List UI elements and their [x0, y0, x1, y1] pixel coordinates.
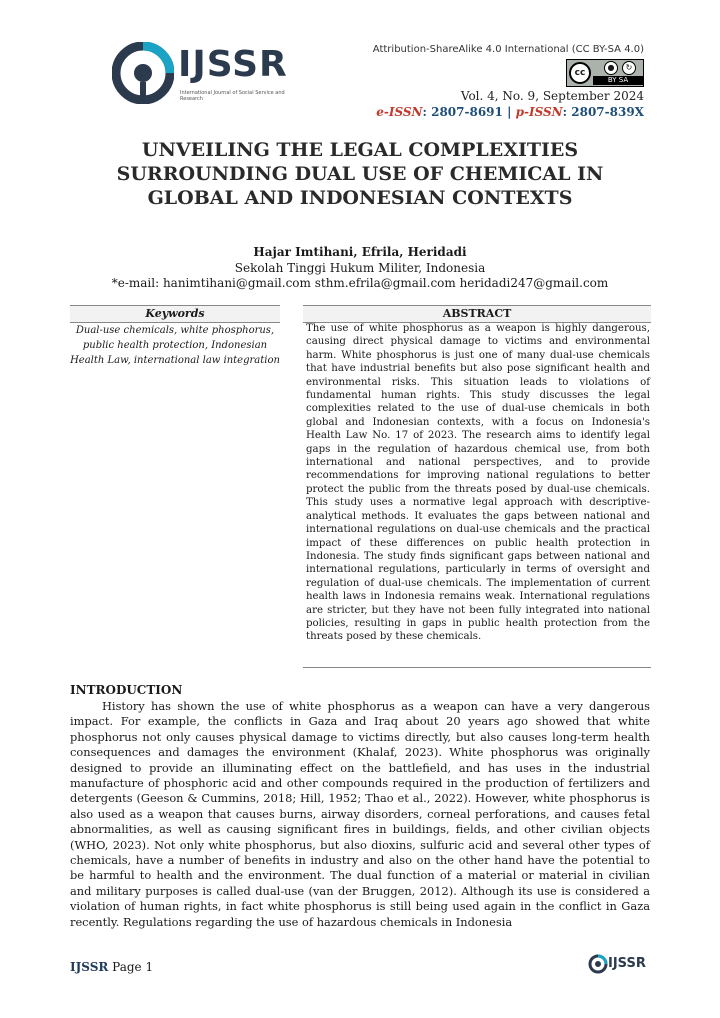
- keywords-heading: Keywords: [70, 305, 280, 323]
- attribution-icon: ●: [604, 61, 618, 75]
- paper-affiliation: Sekolah Tinggi Hukum Militer, Indonesia: [234, 261, 486, 275]
- volume-info: Vol. 4, No. 9, September 2024: [460, 89, 644, 103]
- paper-title: UNVEILING THE LEGAL COMPLEXITIES SURROUNDING DUAL USE OF CHEMICAL IN GLOBAL AND INDONESIAN CONTEXTS: [116, 139, 604, 209]
- abstract-divider: [303, 667, 651, 668]
- cc-license-badge[interactable]: [566, 59, 644, 87]
- ijssr-footer-logo-icon: [588, 954, 608, 974]
- cc-strip-label: BY SA: [593, 76, 643, 85]
- by-sa-icons: [597, 61, 643, 75]
- page-footer: [70, 960, 153, 974]
- abstract-text: The use of white phosphorus as a weapon is highly dangerous, causing direct physical damage to victims and environmental harm. White phosphorus is just one of many dual-use chemicals that have industrial benefits but also pose significant health and environmental risks. This situation leads to violations of fundamental human rights. This study discusses the legal complexities related to the use of dual-use chemicals in both global and Indonesian contexts, with a focus on Indonesia's Health Law No. 17 of 2023. The research aims to identify legal gaps in the regulation of hazardous chemical use, from both international and national perspectives, and to provide recommendations for improving national regulations to better protect the public from the threats posed by dual-use chemicals. This study uses a normative legal approach with descriptive-analytical methods. It evaluates the gaps between national and international regulations on dual-use chemicals and the practical impact of these differences on public health protection in Indonesia. The study finds significant gaps between national and international regulations, particularly in terms of oversight and regulation of dual-use chemicals. The implementation of current health laws in Indonesia remains weak. International regulations are stricter, but they have not been fully integrated into national policies, resulting in gaps in public health protection from the threats posed by these chemicals.: [306, 323, 650, 643]
- journal-logo: [112, 38, 302, 108]
- logo-subtitle: International Journal of Social Service and Research: [180, 90, 285, 102]
- issn-line: [376, 105, 644, 119]
- introduction-text: History has shown the use of white phosphorus as a weapon can have a very dangerous impact. For example, the conflicts in Gaza and Iraq about 20 years ago showed that white phosphorus not only causes physical damage to victims directly, but also causes long-term health consequences and damages the environment (Khalaf, 2023). White phosphorus was originally designed to provide an illuminating effect on the battlefield, and has uses in the industrial manufacture of phosphoric acid and other compounds required in the production of fertilizers and detergents (Geeson & Cummins, 2018; Hill, 1952; Thao et al., 2022). However, white phosphorus is also used as a weapon that causes burns, airway disorders, corneal perforations, and causes fetal abnormalities, as well as causing significant fires in buildings, fields, and other civilian objects (WHO, 2023). Not only white phosphorus, but also dioxins, sulfuric acid and several other types of chemicals, have a number of benefits in industry and also on the other hand have the potential to be harmful to health and the environment. The dual function of a material or material in civilian and military purposes is called dual-use (van der Bruggen, 2012). Although its use is considered a violation of human rights, in fact white phosphorus is still being used again in the conflict in Gaza recently. Regulations regarding the use of hazardous chemicals in Indonesia: [70, 699, 650, 929]
- paper-emails: *e-mail: hanimtihani@gmail.com sthm.efrila@gmail.com heridadi247@gmail.com: [111, 276, 609, 290]
- footer-logo: [588, 954, 652, 976]
- logo-text: IJSSR: [178, 44, 288, 85]
- license-text[interactable]: Attribution-ShareAlike 4.0 International (CC BY-SA 4.0): [372, 44, 644, 55]
- cc-icon: cc: [569, 62, 591, 84]
- share-alike-icon: ↻: [622, 61, 636, 75]
- footer-journal: IJSSR: [70, 960, 109, 974]
- eissn-label: e-ISSN: [376, 105, 423, 119]
- keywords-text: Dual-use chemicals, white phosphorus, public health protection, Indonesian Health Law, international law integration: [70, 325, 280, 366]
- pissn-label: p-ISSN: [515, 105, 563, 119]
- introduction-heading: INTRODUCTION: [70, 683, 183, 697]
- abstract-heading: ABSTRACT: [303, 305, 651, 323]
- eissn-value: : 2807-8691 |: [422, 105, 516, 119]
- ijssr-logo-icon: [112, 42, 174, 104]
- footer-page-number: Page 1: [112, 960, 154, 974]
- footer-logo-text: IJSSR: [608, 956, 646, 971]
- pissn-value: : 2807-839X: [562, 105, 644, 119]
- paper-authors: Hajar Imtihani, Efrila, Heridadi: [253, 245, 467, 259]
